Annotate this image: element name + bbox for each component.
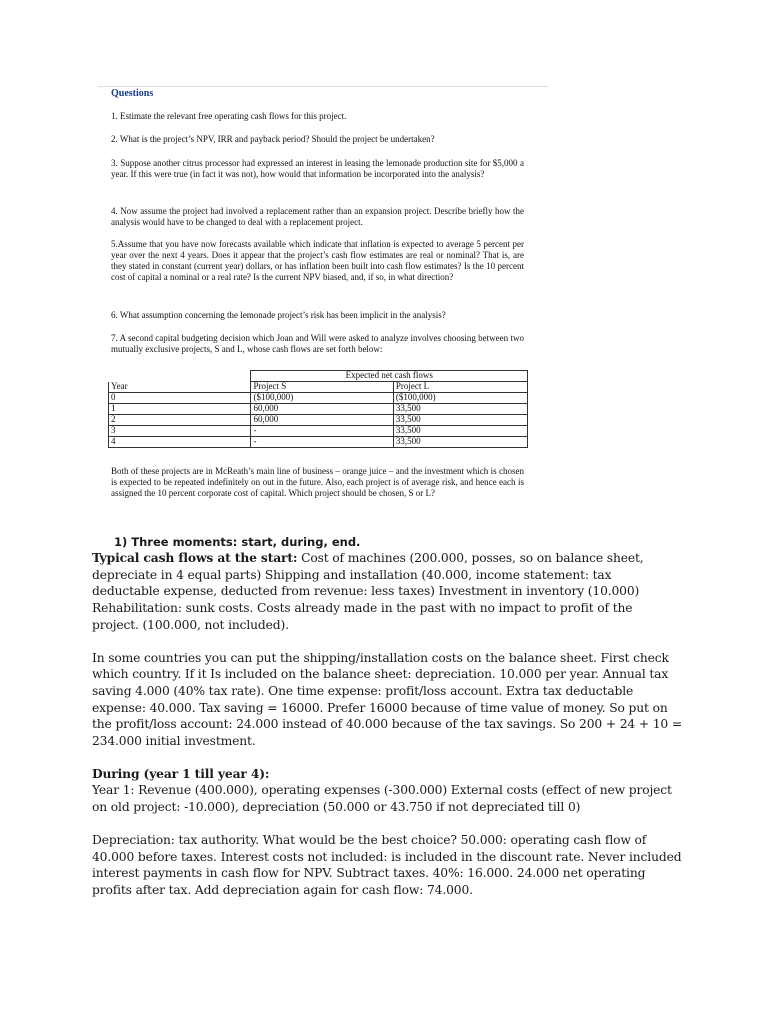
table-cell: 33,500 — [393, 437, 527, 448]
table-cell: ($100,000) — [393, 393, 527, 404]
table-row — [109, 393, 528, 404]
table-cell: - — [251, 426, 393, 437]
spacer — [92, 816, 682, 832]
notes-heading: 1) Three moments: start, during, end. — [114, 535, 361, 549]
table-header-row — [109, 382, 528, 393]
table-cell: 33,500 — [393, 426, 527, 437]
table-corner-cell — [109, 371, 251, 382]
table-cell: 60,000 — [251, 404, 393, 415]
start-paragraph — [92, 550, 682, 634]
column-header-year: Year — [109, 382, 251, 393]
questions-heading: Questions — [111, 88, 154, 99]
spacer — [92, 750, 682, 766]
during-label: During (year 1 till year 4): — [92, 765, 270, 781]
table-cell: 4 — [109, 437, 251, 448]
table-row — [109, 404, 528, 415]
question-1: 1. Estimate the relevant free operating cash flows for this project. — [111, 111, 347, 121]
divider — [98, 86, 548, 87]
shipping-paragraph: In some countries you can put the shipping/installation costs on the balance sheet. First check which country. If it Is included on the balance sheet: depreciation. 10.000 per year. Annual tax saving 4.000 (40% tax rate). One time expense: profit/loss account. Extra tax deductable expense: 40.000. Tax saving = 16000. Prefer 16000 because of time value of money. So put on the profit/loss account: 24.000 instead of 40.000 because of the tax savings. So 200 + 24 + 10 = 234.000 initial investment. — [92, 650, 683, 749]
question-4: 4. Now assume the project had involved a replacement rather than an expansion project. Describe briefly how the analysis would have to be changed to deal with a replacement project. — [111, 206, 524, 227]
during-paragraph: Year 1: Revenue (400.000), operating expenses (-300.000) External costs (effect of new project on old project: -10.000), depreciation (50.000 or 43.750 if not depreciated till 0) — [92, 783, 672, 815]
questions-scan — [98, 80, 548, 520]
table-cell: 60,000 — [251, 415, 393, 426]
start-label: Typical cash flows at the start: — [92, 550, 298, 565]
depreciation-paragraph: Depreciation: tax authority. What would be the best choice? 50.000: operating cash flow of 40.000 before taxes. Interest costs not included: is included in the discount rate. Never included interest payments in cash flow for NPV. Subtract taxes. 40%: 16.000. 24.000 net operating profits after tax. Add depreciation again for cash flow: 74.000. — [92, 832, 682, 897]
spacer — [92, 634, 682, 650]
start-text: Cost of machines (200.000, posses, so on balance sheet, depreciate in 4 equal parts) Shipping and installation (40.000, income statement: tax deductable expense, deducted from revenue: less taxes) Investment in inventory (10.000) Rehabilitation: sunk costs. Costs already made in the past with no impact to profit of the project. (100.000, not included). — [92, 551, 644, 632]
during-label-paragraph — [92, 766, 682, 783]
question-5: 5.Assume that you have now forecasts available which indicate that inflation is expected to average 5 percent per year over the next 4 years. Does it appear that the project’s cash flow estimates are real or nominal? That is, are they stated in constant (current year) dollars, or has inflation been built into cash flow estimates? Is the 10 percent cost of capital a nominal or a real rate? Is the current NPV biased, and, if so, in what direction? — [111, 239, 524, 282]
notes-section — [92, 534, 682, 899]
table-cell: 3 — [109, 426, 251, 437]
column-header-project-s: Project S — [251, 382, 393, 393]
table-cell: 2 — [109, 415, 251, 426]
table-cell: ($100,000) — [251, 393, 393, 404]
table-cell: - — [251, 437, 393, 448]
table-cell: 0 — [109, 393, 251, 404]
question-3: 3. Suppose another citrus processor had expressed an interest in leasing the lemonade production site for $5,000 a year. If this were true (in fact it was not), how would that information be incorporated into the analysis? — [111, 158, 524, 179]
question-2: 2. What is the project’s NPV, IRR and payback period? Should the project be undertaken? — [111, 134, 435, 144]
table-cell: 33,500 — [393, 415, 527, 426]
table-row — [109, 415, 528, 426]
table-cell: 33,500 — [393, 404, 527, 415]
table-row — [109, 437, 528, 448]
after-table-paragraph: Both of these projects are in McReath’s main line of business – orange juice – and the investment which is chosen is expected to be repeated indefinitely on out in the future. Also, each project is of average risk, and hence each is assigned the 10 percent corporate cost of capital. Which project should be chosen, S or L? — [111, 466, 524, 498]
cash-flow-table — [108, 370, 528, 448]
table-cell: 1 — [109, 404, 251, 415]
column-header-project-l: Project L — [393, 382, 527, 393]
question-6: 6. What assumption concerning the lemonade project’s risk has been implicit in the analysis? — [111, 310, 446, 320]
question-7: 7. A second capital budgeting decision which Joan and Will were asked to analyze involves choosing between two mutually exclusive projects, S and L, whose cash flows are set forth below: — [111, 333, 524, 354]
table-row — [109, 426, 528, 437]
table-group-header: Expected net cash flows — [251, 371, 528, 382]
table-group-header-row — [109, 371, 528, 382]
